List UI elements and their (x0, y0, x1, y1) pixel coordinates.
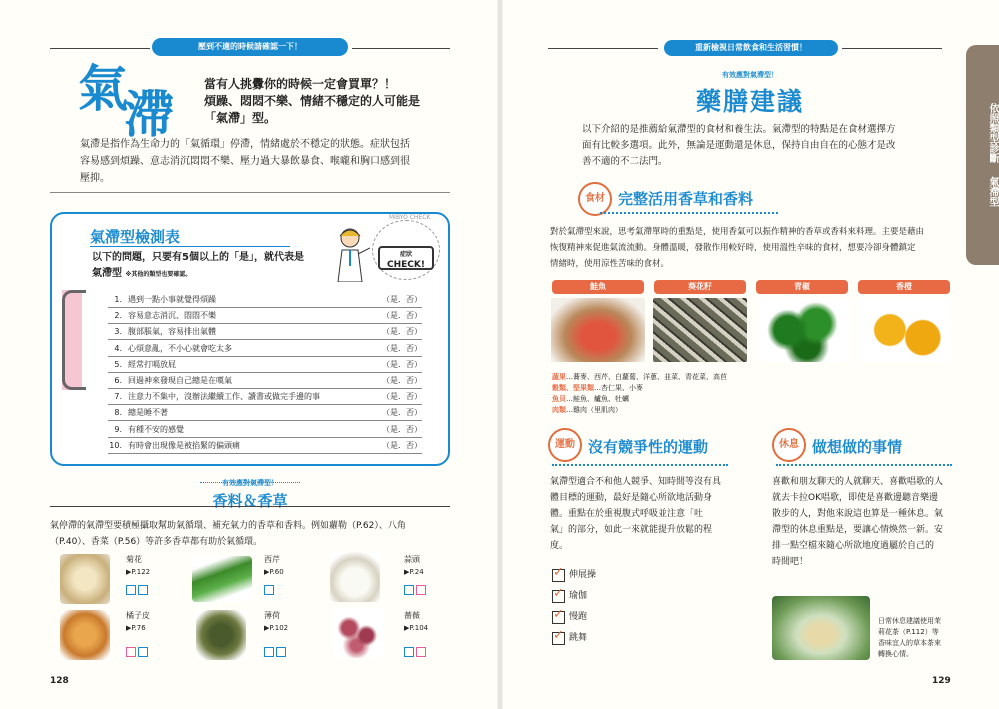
check-item-number: 7. (114, 392, 122, 402)
check-item[interactable] (108, 292, 422, 308)
big-title-char-2: 滯 (124, 86, 174, 144)
check-item-number: 10. (109, 440, 122, 450)
check-item[interactable] (108, 389, 422, 405)
exercise-badge: 運動 (548, 428, 582, 462)
herb-paragraph: 氣停滯的氣滯型要積極攝取幫助氣循環、補充氣力的香草和香料。例如蘿勒（P.62）、八角 （P.40）、香菜（P.56）等許多香草都有助於氣循環。 (50, 521, 406, 547)
check-item-yes-no[interactable]: （是．否） (382, 295, 422, 304)
gutter (497, 0, 503, 709)
check-item[interactable] (108, 341, 422, 357)
food-tag-4: 香橙 (858, 280, 950, 294)
section-divider (50, 192, 450, 193)
herb-name-5: 薄荷 (264, 611, 280, 620)
check-arc-label: MIBYO CHECK (389, 214, 431, 221)
exercise-paragraph: 氣滯型適合不和他人競爭、知時間等沒有具 體目標的運動，最好是隨心所欲地活動身 體。重點在於重視腹式呼吸並注意「吐 氣」的部分，如此一來就能提升放鬆的程 度。 (550, 477, 722, 551)
food-tag-2: 葵花籽 (654, 280, 746, 294)
check-item-text: 經常打嗝放屁 (128, 359, 176, 369)
food-list-row: 魚貝…鮭魚、鱸魚、牡蠣 (552, 395, 629, 403)
herb-image-garlic (330, 552, 380, 602)
herb-ref-4: ▶P.76 (126, 624, 146, 632)
exercise-underline (552, 464, 728, 466)
check-sign-top: 症狀 (399, 251, 412, 258)
header-pill-right: 重新檢視日常飲食和生活習慣！ (664, 40, 838, 56)
herb-image-celery (192, 556, 252, 602)
food-list-row: 穀類、堅果類…杏仁果、小麥 (552, 384, 643, 392)
herb-rule (50, 506, 450, 507)
food-tag-3: 青椒 (756, 280, 848, 294)
check-item-yes-no[interactable]: （是．否） (382, 343, 422, 353)
check-item-yes-no[interactable]: （是．否） (382, 311, 422, 321)
check-item-number: 3. (114, 327, 122, 337)
herb-icons-5 (264, 642, 288, 661)
herb-name-2: 西芹 (264, 555, 280, 564)
check-item-number: 8. (114, 408, 122, 418)
check-item-text: 總是睡不著 (128, 408, 168, 418)
check-item-text: 有種不安的感覺 (128, 424, 184, 434)
check-sign (378, 246, 434, 270)
food-paragraph: 對於氣滯型來說，思考氣滯單時的重點是，使用香氣可以振作精神的香草或香料來料理。主要是藉由 恢復精神來促進氣流流動。身體溫暖，發散作用較好時，使用溫性辛味的食材，想要冷卻身體鎮定 情緒時，使用涼性苦味的食材。 (550, 227, 925, 269)
check-title-underline (90, 246, 290, 247)
herb-icons-1 (126, 580, 150, 599)
food-badge: 食材 (578, 182, 612, 216)
check-subtitle: 以下的問題，只要有5個以上的「是」，就代表是 (92, 252, 304, 263)
herb-label-line (200, 482, 300, 483)
herb-ref-6: ▶P.104 (404, 624, 429, 632)
herb-name-6: 薔薇 (404, 611, 420, 620)
checkbox-icon (552, 569, 565, 582)
check-item[interactable] (108, 405, 422, 421)
check-item-yes-no[interactable]: （是．否） (382, 424, 422, 434)
page-number-right: 129 (932, 676, 951, 686)
side-tab-sub: 氣滯型 (987, 176, 998, 207)
rest-paragraph: 喜歡和朋友聊天的人就聊天、喜歡唱歌的人 就去卡拉OK唱歌，即使是喜歡邊聽音樂邊 散步的人，對他來說這也算是一種休息。氣 滯型的休息重點是，要讓心情煥然一新。安 排一點空檔來隨心所欲地度過屬於自己的 時間吧！ (772, 477, 944, 567)
food-list (552, 372, 812, 416)
check-item[interactable] (108, 324, 422, 340)
rest-underline (776, 464, 952, 466)
check-item-text: 容易意志消沉、悶悶不樂 (128, 311, 216, 321)
info-icon (138, 647, 148, 657)
check-item-number: 4. (114, 343, 122, 353)
intro-paragraph: 氣滯是指作為生命力的「氣循環」停滯，情緒處於不穩定的狀態。症狀包括 容易感到煩躁、意志消沉悶悶不樂、壓力過大暴飲暴食、喉嚨和胸口感到很 壓抑。 (80, 139, 410, 184)
food-list-row: 蔬果…蕎麥、西芹、白蘿蔔、洋蔥、韭菜、青花菜、高苣 (552, 373, 727, 381)
check-type-text: 氣滯型 (92, 268, 122, 279)
food-list-row: 肉類…雞肉（里肌肉） (552, 406, 622, 414)
activity-item[interactable]: ✓ 伸展操 (552, 568, 596, 583)
checkbox-icon (552, 590, 565, 603)
herb-image-orange-peel (60, 610, 110, 660)
exercise-head: 沒有競爭性的運動 (588, 438, 709, 456)
checkbox-icon (552, 611, 565, 624)
check-sign-bottom: CHECK! (387, 260, 425, 270)
herb-name-4: 橘子皮 (126, 611, 150, 620)
check-item[interactable] (108, 373, 422, 389)
check-note: ※其他的類型也要確認。 (125, 271, 192, 278)
info-icon (404, 647, 414, 657)
herb-image-chrysanthemum (60, 554, 110, 604)
rest-head: 做想做的事情 (812, 438, 903, 456)
header-rule-right-r (842, 48, 942, 49)
check-item-text: 回過神來發現自己總是在嘆氣 (128, 376, 232, 385)
intro-question: 當有人挑釁你的時候一定會買單？！ 煩躁、悶悶不樂、情緒不穩定的人可能是 「氣滯」型。 (204, 77, 421, 125)
info-icon (126, 585, 136, 595)
check-item-number: 2. (114, 311, 122, 321)
info-icon (404, 585, 414, 595)
right-intro: 以下介紹的是推薦給氣滯型的食材和養生法。氣滯型的特點是在食材選擇方 面有比較多選項。此外，無論是運動還是休息，保持自由自在的心態才是改 善不適的不二法門。 (582, 124, 896, 167)
check-item-yes-no[interactable]: （是．否） (382, 359, 422, 369)
tea-image (772, 596, 870, 660)
flame-icon (416, 647, 426, 657)
tea-icon (138, 585, 148, 595)
check-item-yes-no[interactable]: （是．否） (382, 376, 422, 385)
herb-name-1: 菊花 (126, 555, 142, 564)
rest-badge: 休息 (772, 428, 806, 462)
heart-icon (126, 647, 136, 657)
check-item-yes-no[interactable]: （是．否） (382, 327, 422, 337)
check-item[interactable] (108, 422, 422, 438)
bracket-decoration (62, 290, 86, 390)
herb-icons-3 (404, 580, 428, 599)
herb-image-rose (334, 608, 384, 658)
page-number-left: 128 (50, 676, 69, 686)
food-head-underline (600, 212, 778, 214)
herb-ref-5: ▶P.102 (264, 624, 289, 632)
header-rule-left-r (548, 48, 658, 49)
check-item-yes-no[interactable]: （是．否） (382, 440, 422, 450)
herb-ref-3: ▶P.24 (404, 568, 424, 576)
food-head: 完整活用香草和香料 (618, 190, 754, 208)
food-image-yuzu (857, 298, 951, 362)
herb-name-3: 蒜頭 (404, 555, 420, 564)
flame-icon (416, 585, 426, 595)
info-icon (264, 647, 274, 657)
herb-icons-6 (404, 642, 428, 661)
herb-ref-2: ▶P.60 (264, 568, 284, 576)
check-item-text: 遇到一點小事就覺得煩躁 (128, 295, 216, 304)
right-title: 藥膳建議 (695, 87, 804, 116)
check-item-number: 6. (114, 376, 122, 385)
side-tab-main: 依照類型診斷 (987, 103, 998, 164)
header-rule-left (50, 48, 150, 49)
tea-icon (276, 647, 286, 657)
check-item-yes-no[interactable]: （是．否） (382, 408, 422, 418)
doctor-illustration (330, 226, 370, 282)
header-rule-right (352, 48, 450, 49)
check-item[interactable] (108, 357, 422, 373)
food-tag-1: 鮭魚 (552, 280, 644, 294)
herb-icons-2 (264, 580, 276, 599)
info-icon (264, 585, 274, 595)
check-item-yes-no[interactable]: （是．否） (382, 392, 422, 402)
check-title: 氣滯型檢測表 (90, 228, 181, 246)
check-type (92, 266, 191, 283)
check-item-text: 心煩意亂，不小心就會吃太多 (128, 343, 232, 353)
herb-title: 香料＆香草 (212, 492, 288, 510)
herb-image-mint (196, 610, 246, 660)
activity-item[interactable]: ✓ 瑜伽 (552, 589, 596, 604)
herb-label: 有效應對氣滯型！ (222, 479, 278, 487)
tea-caption: 日常休息建議使用茉 莉花茶（P.112）等 香味宜人的草本茶來 轉換心情。 (878, 617, 941, 658)
herb-icons-4 (126, 642, 150, 661)
header-pill: 壓到不適的時候請確認一下！ (152, 38, 348, 56)
check-item-number: 1. (114, 295, 122, 304)
activity-item[interactable]: ✓ 慢跑 (552, 610, 596, 625)
food-image-salmon (551, 298, 645, 362)
herb-ref-1: ▶P.122 (126, 568, 151, 576)
food-image-green-pepper (755, 298, 849, 362)
right-label: 有效應對氣滯型！ (722, 71, 778, 79)
check-item-number: 5. (114, 359, 122, 369)
check-item[interactable] (108, 308, 422, 324)
check-item[interactable] (108, 438, 422, 454)
activity-list (552, 568, 596, 646)
big-title-char-1: 氣 (78, 60, 128, 118)
check-item-text: 注意力不集中，沒辦法繼續工作、讀書或做完手邊的事 (128, 392, 320, 402)
food-image-sunflower-seeds (653, 298, 747, 362)
check-item-number: 9. (114, 424, 122, 434)
check-item-text: 有時會出現像是被掐緊的偏頭痛 (128, 440, 240, 450)
side-tab[interactable] (966, 45, 999, 265)
activity-item[interactable]: ✓ 跳舞 (552, 631, 596, 646)
checkbox-icon (552, 632, 565, 645)
check-item-text: 腹部脹氣，容易排出氣體 (128, 327, 216, 337)
